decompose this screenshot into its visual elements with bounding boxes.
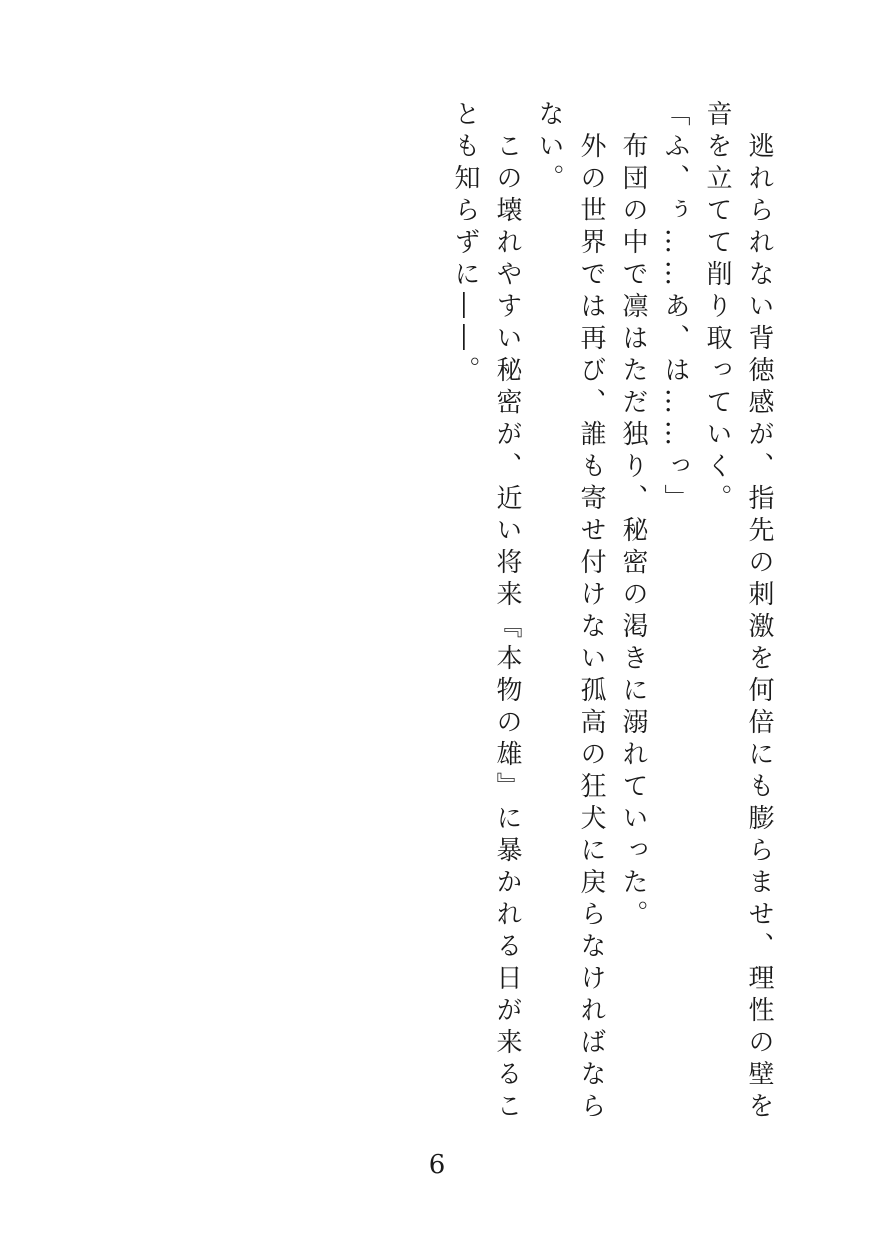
- paragraph-indent: [744, 100, 774, 132]
- paragraph-indent: [492, 100, 522, 132]
- paragraph-text: 逃れられない背徳感が、指先の刺激を何倍にも膨らませ、理性の壁を音を立てて削り取っていく。: [702, 100, 774, 1124]
- paragraph: [528, 100, 612, 1130]
- paragraph: [612, 100, 654, 1130]
- paragraph: [654, 100, 696, 1130]
- body-text: [300, 100, 780, 1130]
- paragraph-text: この壊れやすい秘密が、近い将来『本物の雄』に暴かれる日が来ることも知らずに――。: [450, 100, 522, 1124]
- paragraph-text: 「ふ、ぅ……あ、は……っ」: [660, 100, 690, 516]
- paragraph-indent: [576, 100, 606, 132]
- paragraph-text: 布団の中で凛はただ独り、秘密の渇きに溺れていった。: [618, 132, 648, 932]
- paragraph: [444, 100, 528, 1130]
- paragraph: [696, 100, 780, 1130]
- paragraph-text: 外の世界では再び、誰も寄せ付けない孤高の狂犬に戻らなければならない。: [534, 100, 606, 1124]
- paragraph-indent: [618, 100, 648, 132]
- page-number: 6: [428, 1150, 446, 1180]
